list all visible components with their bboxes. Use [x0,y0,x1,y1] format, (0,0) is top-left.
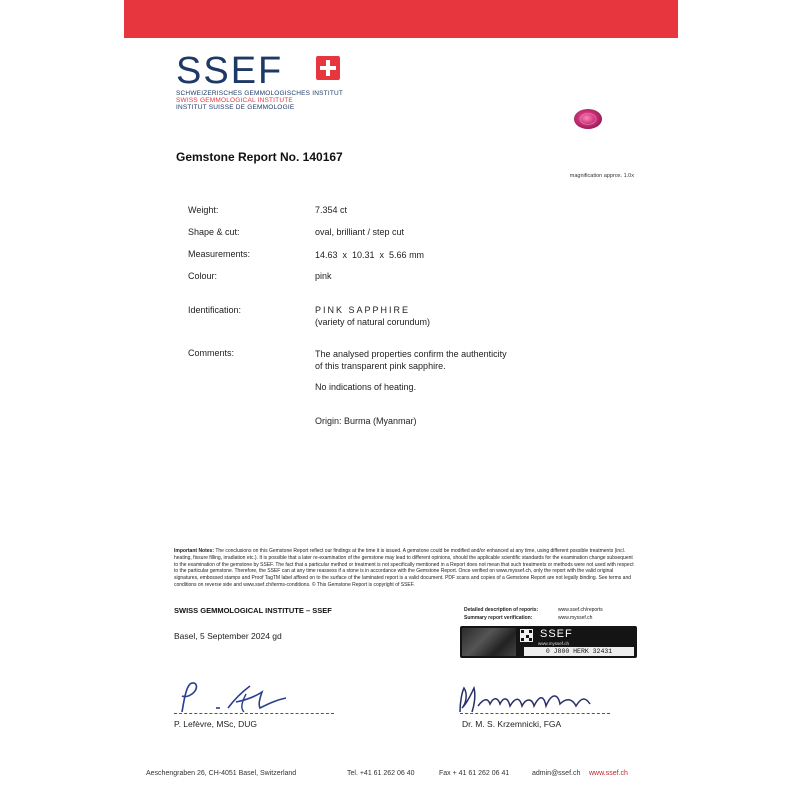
footer-website[interactable]: www.ssef.ch [589,770,628,777]
description-label: Detailed description of reports: [464,607,539,613]
comment-origin: Origin: Burma (Myanmar) [315,416,417,426]
weight-label: Weight: [188,205,219,215]
weight-value: 7.354 ct [315,205,348,215]
report-title: Gemstone Report No. 140167 [176,150,343,164]
shape-cut-label: Shape & cut: [188,227,240,237]
institute-name: SWISS GEMMOLOGICAL INSTITUTE – SSEF [174,606,332,615]
hologram-image [462,628,516,656]
qr-code-icon [520,629,533,642]
signatory-right: Dr. M. S. Krzemnicki, FGA [462,719,562,729]
signatory-left: P. Lefèvre, MSc, DUG [174,719,257,729]
tag-url: www.myssef.ch [538,641,570,646]
institute-name-en: SWISS GEMMOLOGICAL INSTITUTE [176,97,293,104]
colour-value: pink [315,271,332,281]
magnification-note: magnification approx. 1.0x [569,173,634,179]
footer-tel: Tel. +41 61 262 06 40 [347,770,415,777]
footer-fax: Fax + 41 61 262 06 41 [439,770,510,777]
gemstone-image [573,108,603,130]
description-url[interactable]: www.ssef.ch/reports [558,607,603,613]
important-notes [174,548,638,589]
tag-logo: SSEF [540,628,573,640]
verification-url[interactable]: www.myssef.ch [558,615,593,621]
place-date: Basel, 5 September 2024 gd [174,631,282,641]
signature-left-image [176,678,306,716]
comment-line-1: The analysed properties confirm the authenticity [315,349,507,359]
notes-text: The conclusions on this Gemstone Report reflect our findings at the time it is issued. A gemstone could be modified and/or enhanced at any time, using different possible treatments (incl. heating, fissure filling, irradiation etc.). It is possible that a later re-examination of the gemstone may lead to different opinions, should the applicable scientific standards for the examination change subsequent to the examination of the gemstone by SSEF. The fact that a particular method or treatment is not specifically mentioned in a Report does not mean that such treatments or methods were not used with respect to the particular gemstone. Therefore, the SSEF can at any time reassess if a stone is in accordance with the Gemstone Report. Once verified on www.myssef.ch, only the report with the valid original signatures, embossed stamps and Proof TagTM label affixed on to the surface of the laminated report is a valid document. PDF scans and copies of a Gemstone Report are not legally binding. See terms and conditions on reverse side and www.ssef.ch/terms-conditions. © This Gemstone Report is copyright of SSEF. [174,548,634,588]
comments-label: Comments: [188,348,235,358]
footer-address: Aeschengraben 26, CH-4051 Basel, Switzerland [146,770,297,777]
ssef-logo [176,52,346,112]
tag-serial-code: 0 J800 HERK 32431 [524,647,634,656]
comment-heating: No indications of heating. [315,382,417,392]
signature-line-left [174,713,334,714]
identification-value: PINK SAPPHIRE [315,305,411,315]
notes-heading: Important Notes: [174,548,214,554]
colour-label: Colour: [188,271,218,281]
institute-name-de: SCHWEIZERISCHES GEMMOLOGISCHES INSTITUT [176,90,344,97]
proof-tag-label [460,626,637,658]
institute-name-fr: INSTITUT SUISSE DE GEMMOLOGIE [176,104,295,111]
measurements-label: Measurements: [188,249,251,259]
verification-label: Summary report verification: [464,615,533,621]
top-red-band [124,0,678,38]
measurements-value: 14.63 x 10.31 x 5.66 mm [315,250,425,260]
identification-subvalue: (variety of natural corundum) [315,317,431,327]
comment-line-2: of this transparent pink sapphire. [315,361,446,371]
identification-label: Identification: [188,305,242,315]
logo-wordmark: SSEF [176,50,284,92]
swiss-cross-icon [316,56,340,80]
signature-right-image [454,684,604,716]
shape-cut-value: oval, brilliant / step cut [315,227,405,237]
report-sheet [124,0,678,800]
footer-email[interactable]: admin@ssef.ch [532,770,581,777]
signature-line-right [460,713,610,714]
